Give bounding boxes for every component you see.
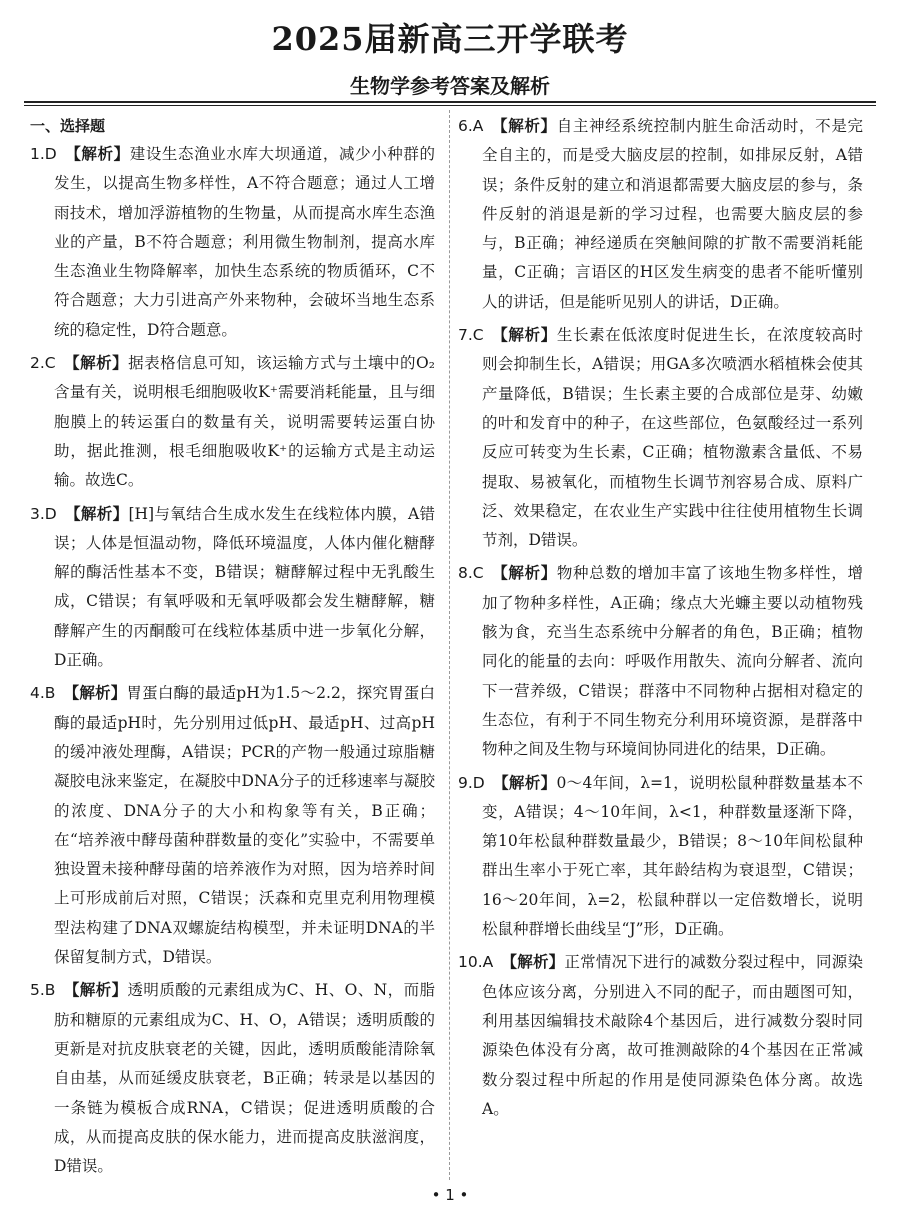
question-number: 3.	[30, 504, 45, 523]
question-number: 9.	[458, 773, 473, 792]
question-number: 5.	[30, 981, 45, 1000]
analysis-tag: 【解析】	[64, 504, 129, 523]
question-answer: A	[472, 117, 484, 135]
question-item	[30, 976, 435, 1181]
question-number: 2.	[30, 354, 45, 373]
analysis-tag: 【解析】	[491, 564, 557, 583]
question-number: 6.	[458, 117, 473, 135]
question-answer: C	[472, 564, 484, 583]
question-number: 10.	[458, 953, 483, 972]
analysis-tag: 【解析】	[63, 354, 129, 373]
analysis-tag: 【解析】	[64, 145, 130, 163]
page-subtitle: 生物学参考答案及解析	[350, 74, 550, 98]
question-answer: A	[482, 953, 494, 972]
section-heading: 一、选择题	[30, 117, 106, 135]
header-rule-thin	[24, 105, 876, 106]
question-item	[458, 769, 863, 945]
analysis-tag: 【解析】	[492, 773, 557, 792]
question-item	[30, 349, 435, 495]
question-number: 7.	[458, 326, 473, 345]
question-explanation: 建设生态渔业水库大坝通道，减少小种群的发生，以提高生物多样性，A不符合题意；通过人工增雨技术，增加浮游植物的生物量，从而提高水库生态渔业的产量，B不符合题意；利用微生物制剂，提高水库生态渔业生物降解率，加快生态系统的物质循环，C不符合题意；大力引进高产外来物种，会破坏当地生态系统的稳定性，D符合题意。	[54, 145, 435, 339]
header-rule-thick	[24, 101, 876, 103]
question-explanation: [H]与氧结合生成水发生在线粒体内膜，A错误；人体是恒温动物，降低环境温度，人体内催化糖酵解的酶活性基本不变，B错误；糖酵解过程中无乳酸生成，C错误；有氧呼吸和无氧呼吸都会发生糖酵解，糖酵解产生的丙酮酸可在线粒体基质中进一步氧化分解，D正确。	[54, 504, 435, 670]
question-explanation: 据表格信息可知，该运输方式与土壤中的O₂含量有关，说明根毛细胞吸收K⁺需要消耗能量，且与细胞膜上的转运蛋白的数量有关，说明需要转运蛋白协助，据此推测，根毛细胞吸收K⁺的运输方式是主动运输。故选C。	[54, 354, 435, 490]
analysis-tag: 【解析】	[491, 326, 557, 345]
question-explanation: 透明质酸的元素组成为C、H、O、N，而脂肪和糖原的元素组成为C、H、O，A错误；透明质酸的更新是对抗皮肤衰老的关键，因此，透明质酸能清除氧自由基，从而延缓皮肤衰老，B正确；转录是以基因的一条链为模板合成RNA，C错误；促进透明质酸的合成，从而提高皮肤的保水能力，进而提高皮肤滋润度，D错误。	[54, 981, 435, 1176]
column-divider	[449, 110, 450, 1180]
question-answer: D	[44, 504, 57, 523]
right-question-list	[458, 112, 863, 1124]
question-item	[30, 500, 435, 676]
question-item	[458, 559, 863, 764]
question-item	[458, 112, 863, 317]
question-answer: B	[44, 684, 56, 703]
question-item	[30, 140, 435, 345]
analysis-tag: 【解析】	[501, 953, 565, 972]
analysis-tag: 【解析】	[491, 117, 557, 135]
right-column	[458, 112, 863, 1128]
question-item	[458, 321, 863, 555]
question-explanation: 自主神经系统控制内脏生命活动时，不是完全自主的，而是受大脑皮层的控制，如排尿反射，A错误；条件反射的建立和消退都需要大脑皮层的参与，条件反射的消退是新的学习过程，也需要大脑皮层的参与，B正确；神经递质在突触间隙的扩散不需要消耗能量，C正确；言语区的H区发生病变的患者不能听懂别人的讲话，但是能听见别人的讲话，D正确。	[482, 117, 863, 311]
question-answer: C	[44, 354, 56, 373]
question-explanation: 0～4年间，λ=1，说明松鼠种群数量基本不变，A错误；4～10年间，λ<1，种群数量逐渐下降，第10年松鼠种群数量最少，B错误；8～10年间松鼠种群出生率小于死亡率，其年龄结构为衰退型，C错误；16～20年间，λ=2，松鼠种群以一定倍数增长，说明松鼠种群增长曲线呈“J”形，D正确。	[482, 773, 863, 939]
page-number: • 1 •	[431, 1186, 469, 1204]
analysis-tag: 【解析】	[63, 981, 128, 1000]
question-item	[30, 679, 435, 972]
question-answer: D	[44, 145, 57, 163]
page-title: 2025届新高三开学联考	[271, 20, 629, 58]
question-number: 1.	[30, 145, 45, 163]
left-question-list	[30, 140, 435, 1181]
question-explanation: 胃蛋白酶的最适pH为1.5～2.2，探究胃蛋白酶的最适pH时，先分别用过低pH、最适pH、过高pH的缓冲液处理酶，A错误；PCR的产物一般通过琼脂糖凝胶电泳来鉴定，在凝胶中DNA分子的迁移速率与凝胶的浓度、DNA分子的大小和构象等有关，B正确；在“培养液中酵母菌种群数量的变化”实验中，不需要单独设置未接种酵母菌的培养液作为对照，因为培养时间上可形成前后对照，C错误；沃森和克里克利用物理模型法构建了DNA双螺旋结构模型，并未证明DNA的半保留复制方式，D错误。	[54, 684, 435, 967]
question-number: 8.	[458, 564, 473, 583]
question-explanation: 正常情况下进行的减数分裂过程中，同源染色体应该分离，分别进入不同的配子，而由题图可知，利用基因编辑技术敲除4个基因后，进行减数分裂时同源染色体没有分离，故可推测敲除的4个基因在正常减数分裂过程中所起的作用是使同源染色体分离。故选A。	[482, 953, 863, 1118]
question-answer: C	[472, 326, 484, 345]
question-answer: B	[44, 981, 56, 1000]
question-explanation: 生长素在低浓度时促进生长，在浓度较高时则会抑制生长，A错误；用GA多次喷洒水稻植株会使其产量降低，B错误；生长素主要的合成部位是芽、幼嫩的叶和发育中的种子，在这些部位，色氨酸经过一系列反应可转变为生长素，C正确；植物激素含量低、不易提取、易被氧化，而植物生长调节剂容易合成、原料广泛、效果稳定，在农业生产实践中往往使用植物生长调节剂，D错误。	[482, 326, 863, 550]
question-number: 4.	[30, 684, 45, 703]
question-answer: D	[472, 773, 485, 792]
left-column	[30, 112, 435, 1185]
question-item	[458, 948, 863, 1124]
question-explanation: 物种总数的增加丰富了该地生物多样性，增加了物种多样性，A正确；缘点大光蠊主要以动植物残骸为食，充当生态系统中分解者的角色，B正确；植物同化的能量的去向：呼吸作用散失、流向分解者、流向下一营养级，C错误；群落中不同物种占据相对稳定的生态位，有利于不同生物充分利用环境资源，是群落中物种之间及生物与环境间协同进化的结果，D正确。	[482, 564, 863, 759]
analysis-tag: 【解析】	[63, 684, 127, 703]
